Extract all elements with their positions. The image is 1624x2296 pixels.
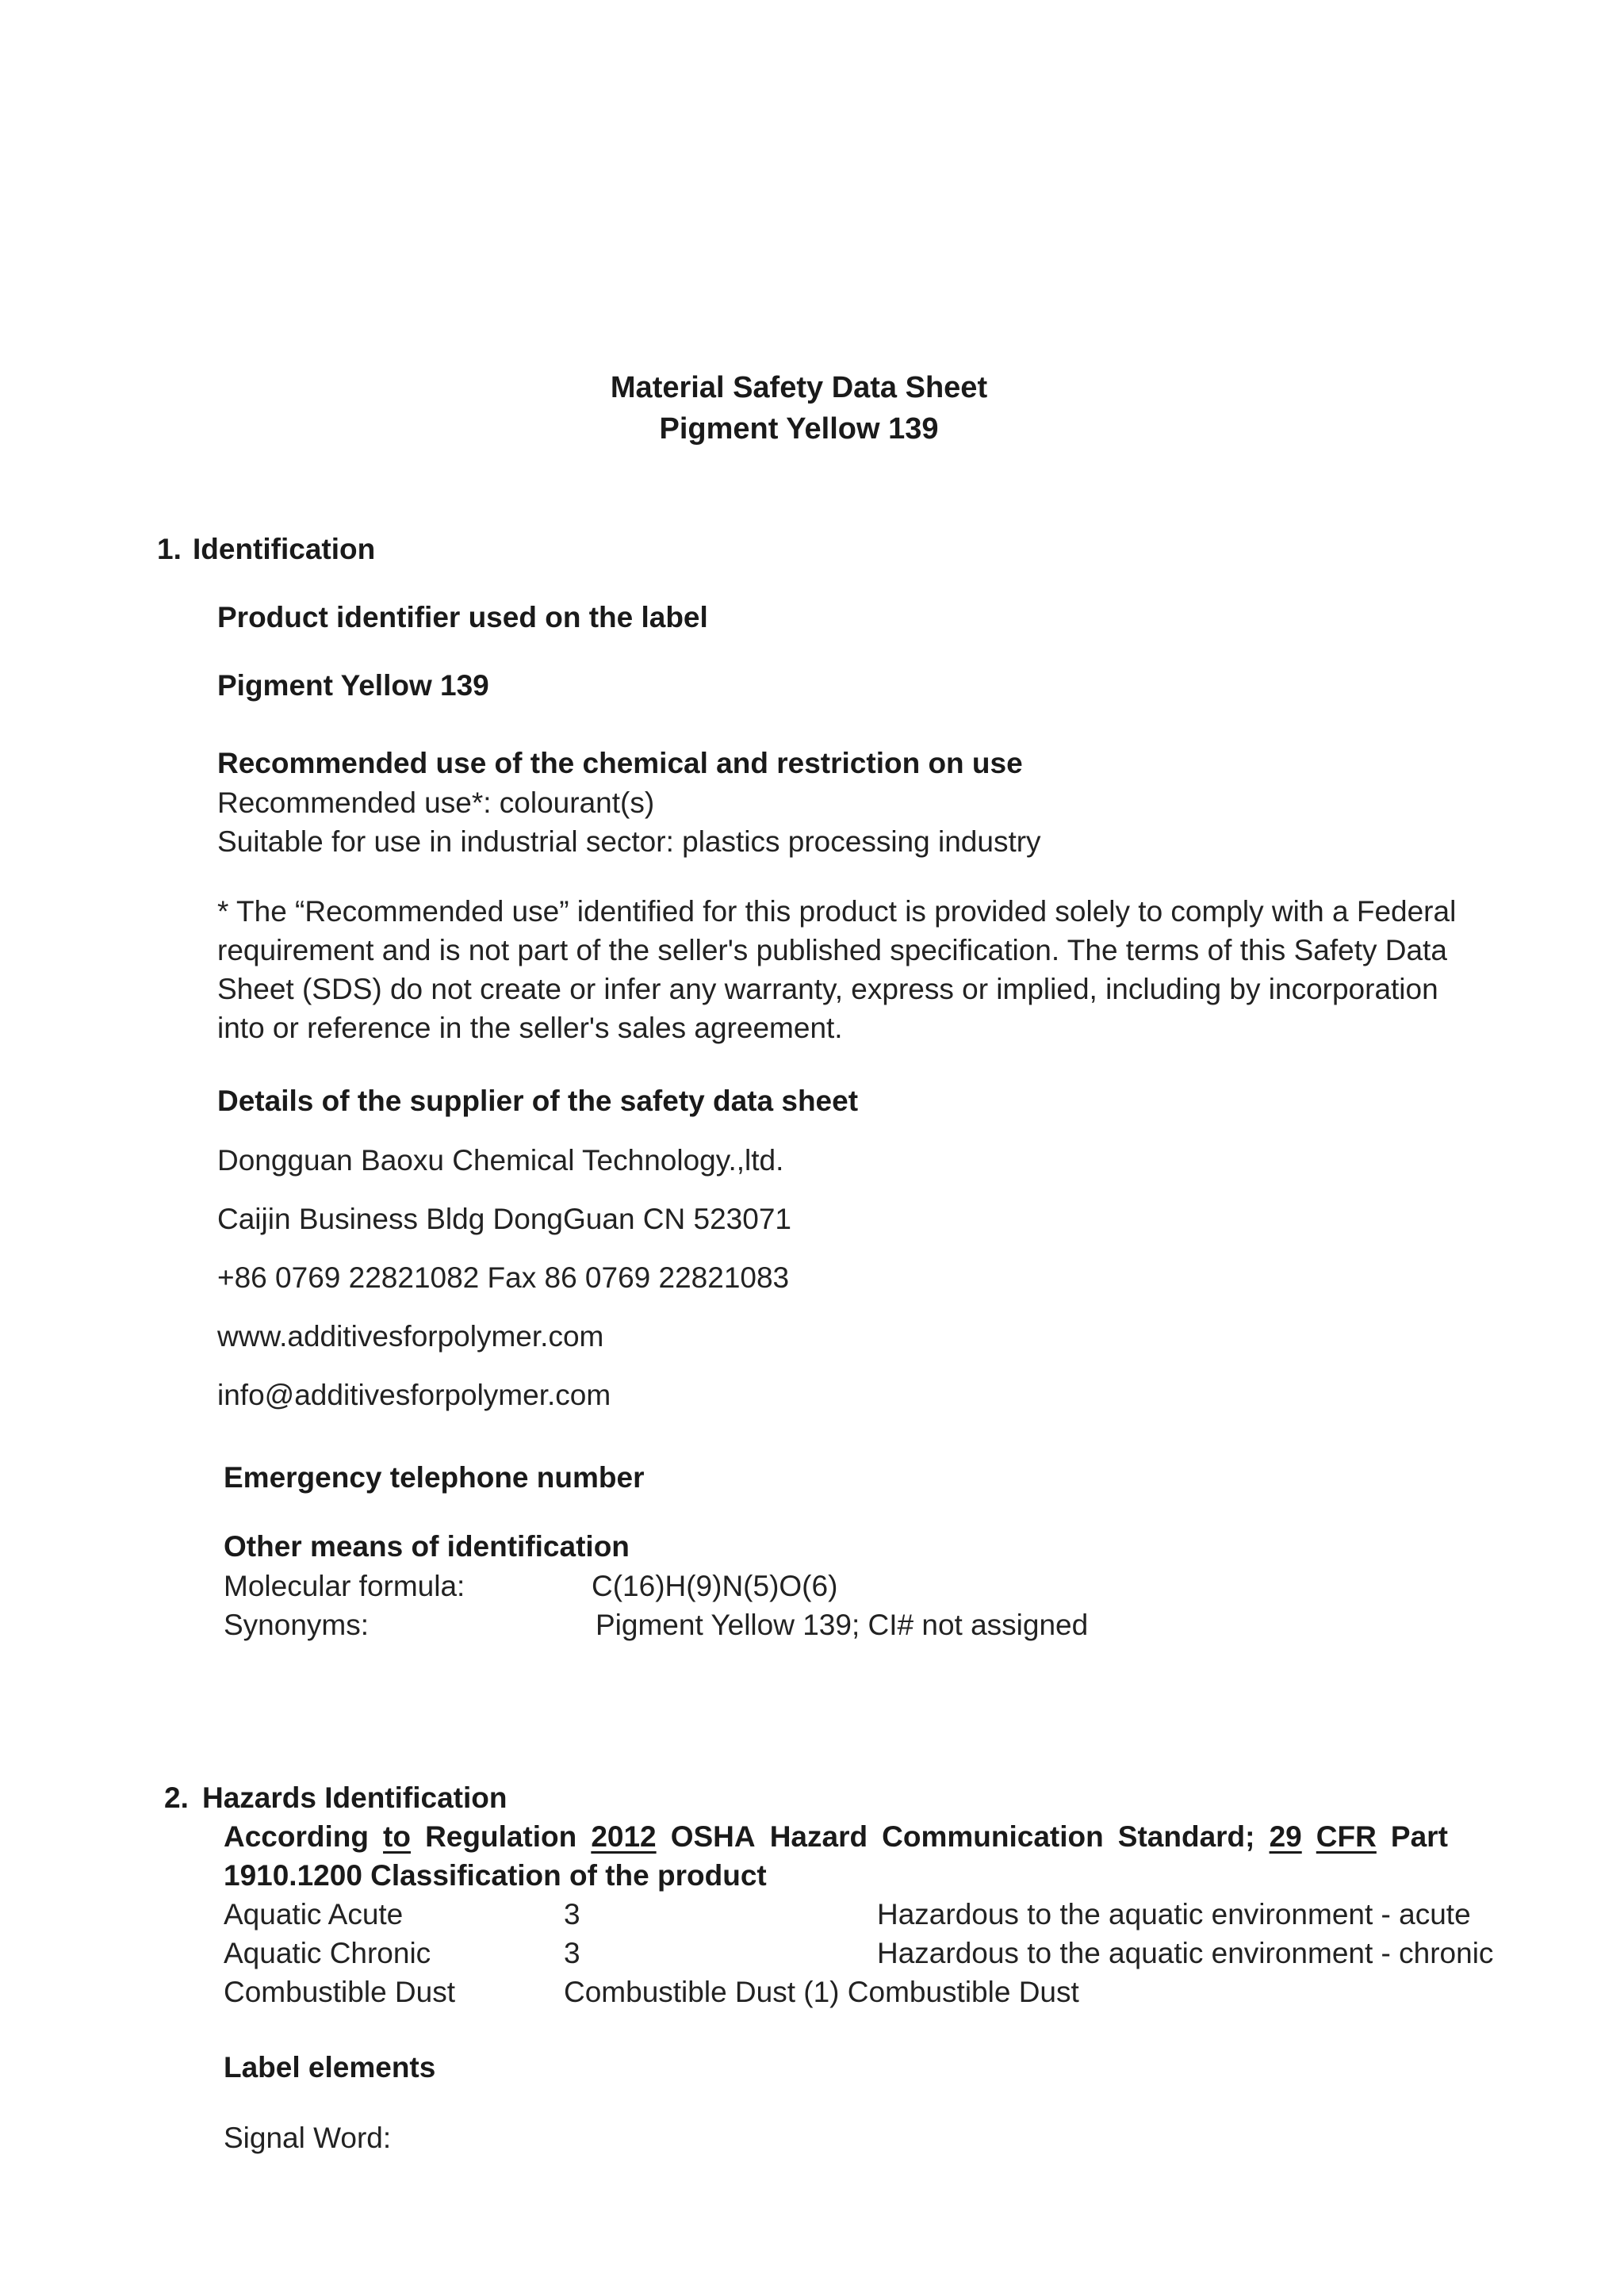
supplier-website: www.additivesforpolymer.com [217, 1320, 604, 1353]
section-1-number: 1. [157, 533, 182, 565]
regulation-word: Hazard [769, 1820, 868, 1853]
disclaimer-line: Sheet (SDS) do not create or infer any warranty, express or implied, including by incorporation [217, 973, 1438, 1005]
disclaimer-line: requirement and is not part of the seller's published specification. The terms of this Safety Data [217, 934, 1447, 966]
hazard-name: Aquatic Acute [224, 1898, 404, 1931]
product-title: Pigment Yellow 139 [659, 412, 939, 446]
regulation-word: 2012 [591, 1820, 657, 1853]
supplier-name: Dongguan Baoxu Chemical Technology.,ltd. [217, 1144, 784, 1177]
section-2-heading: Hazards Identification [202, 1781, 508, 1814]
molecular-formula-label: Molecular formula: [224, 1570, 465, 1602]
other-means-heading: Other means of identification [224, 1530, 630, 1563]
section-1-heading: Identification [193, 533, 376, 565]
disclaimer-line: * The “Recommended use” identified for this product is provided solely to comply with a Federal [217, 895, 1457, 928]
hazard-category: 3 [564, 1898, 580, 1931]
section-2-number: 2. [164, 1781, 189, 1814]
combustible-dust-name: Combustible Dust [224, 1976, 456, 2008]
recommended-use-line: Recommended use*: colourant(s) [217, 786, 655, 819]
combustible-dust-value: Combustible Dust (1) Combustible Dust [564, 1976, 1079, 2008]
synonyms-value: Pigment Yellow 139; CI# not assigned [596, 1609, 1089, 1641]
regulation-word: OSHA [670, 1820, 756, 1853]
regulation-word: According [224, 1820, 369, 1853]
synonyms-label: Synonyms: [224, 1609, 370, 1641]
regulation-line [224, 1820, 1448, 1854]
regulation-word: CFR [1316, 1820, 1377, 1853]
document-title: Material Safety Data Sheet [610, 371, 988, 404]
supplier-phone: +86 0769 22821082 Fax 86 0769 22821083 [217, 1261, 790, 1294]
regulation-word: Communication [882, 1820, 1104, 1853]
hazard-description: Hazardous to the aquatic environment - acute [877, 1898, 1471, 1931]
product-identifier-heading: Product identifier used on the label [217, 601, 708, 633]
regulation-word: Regulation [425, 1820, 577, 1853]
recommended-use-heading: Recommended use of the chemical and restriction on use [217, 747, 1023, 779]
hazard-name: Aquatic Chronic [224, 1937, 431, 1969]
regulation-line-2: 1910.1200 Classification of the product [224, 1859, 767, 1892]
hazard-category: 3 [564, 1937, 580, 1969]
regulation-word: 29 [1269, 1820, 1302, 1853]
molecular-formula-value: C(16)H(9)N(5)O(6) [592, 1570, 838, 1602]
regulation-word: Part [1390, 1820, 1448, 1853]
regulation-word: Standard; [1117, 1820, 1255, 1853]
signal-word-label: Signal Word: [224, 2122, 392, 2154]
disclaimer-line: into or reference in the seller's sales agreement. [217, 1012, 843, 1044]
hazard-description: Hazardous to the aquatic environment - chronic [877, 1937, 1494, 1969]
supplier-heading: Details of the supplier of the safety data sheet [217, 1085, 859, 1117]
supplier-email: info@additivesforpolymer.com [217, 1379, 611, 1411]
product-identifier-value: Pigment Yellow 139 [217, 669, 489, 702]
supplier-address: Caijin Business Bldg DongGuan CN 523071 [217, 1203, 791, 1235]
label-elements-heading: Label elements [224, 2051, 436, 2084]
emergency-heading: Emergency telephone number [224, 1461, 645, 1494]
regulation-word: to [383, 1820, 411, 1853]
suitable-use-line: Suitable for use in industrial sector: plastics processing industry [217, 825, 1041, 858]
